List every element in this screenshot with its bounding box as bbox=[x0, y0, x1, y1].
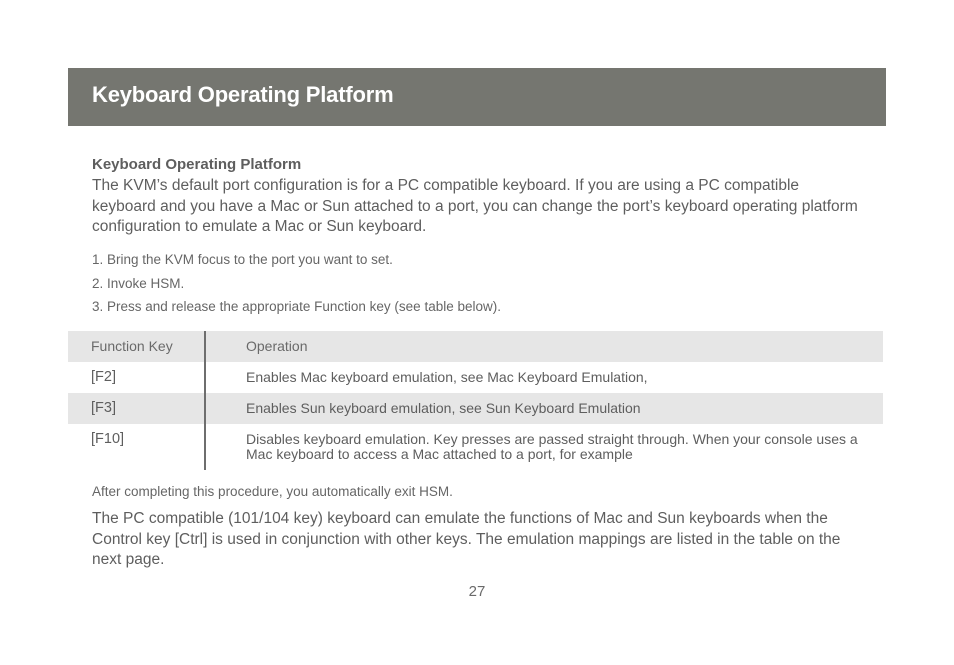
operation-cell: Enables Mac keyboard emulation, see Mac Keyboard Emulation, bbox=[246, 369, 648, 385]
closing-paragraph: The PC compatible (101/104 key) keyboard can emulate the functions of Mac and Sun keyboards when the Control key [Ctrl] is used in conjunction with other keys. The emulation mappings are listed in the table on the next page. bbox=[92, 510, 841, 568]
function-key-cell: [F10] bbox=[91, 431, 125, 447]
table-header-row bbox=[68, 331, 883, 362]
table-row bbox=[68, 362, 883, 393]
operation-cell: Disables keyboard emulation. Key presses are passed straight through. When your console uses a Mac keyboard to access a Mac attached to a port, for example bbox=[246, 431, 858, 462]
table-row bbox=[68, 393, 883, 424]
after-note: After completing this procedure, you automatically exit HSM. bbox=[92, 484, 453, 499]
column-header-operation: Operation bbox=[246, 338, 308, 354]
section-heading: Keyboard Operating Platform bbox=[92, 156, 302, 173]
steps-list bbox=[92, 251, 501, 322]
operation-cell: Enables Sun keyboard emulation, see Sun Keyboard Emulation bbox=[246, 400, 641, 416]
column-header-function-key: Function Key bbox=[91, 338, 173, 354]
table-row bbox=[68, 424, 883, 470]
function-key-cell: [F3] bbox=[91, 400, 116, 416]
column-divider bbox=[204, 331, 206, 470]
step-item: 1. Bring the KVM focus to the port you want to set. bbox=[92, 252, 393, 267]
header-bar bbox=[68, 68, 886, 126]
step-item: 2. Invoke HSM. bbox=[92, 275, 185, 291]
page-number: 27 bbox=[468, 583, 486, 600]
page-title: Keyboard Operating Platform bbox=[92, 82, 394, 107]
function-key-cell: [F2] bbox=[91, 369, 116, 385]
intro-paragraph: The KVM’s default port configuration is for a PC compatible keyboard. If you are using a PC compatible keyboard and you have a Mac or Sun attached to a port, you can change the port’s keyboard operating platform configuration to emulate a Mac or Sun keyboard. bbox=[92, 177, 858, 235]
step-item: 3. Press and release the appropriate Function key (see table below). bbox=[92, 299, 501, 314]
function-key-table bbox=[68, 331, 883, 470]
